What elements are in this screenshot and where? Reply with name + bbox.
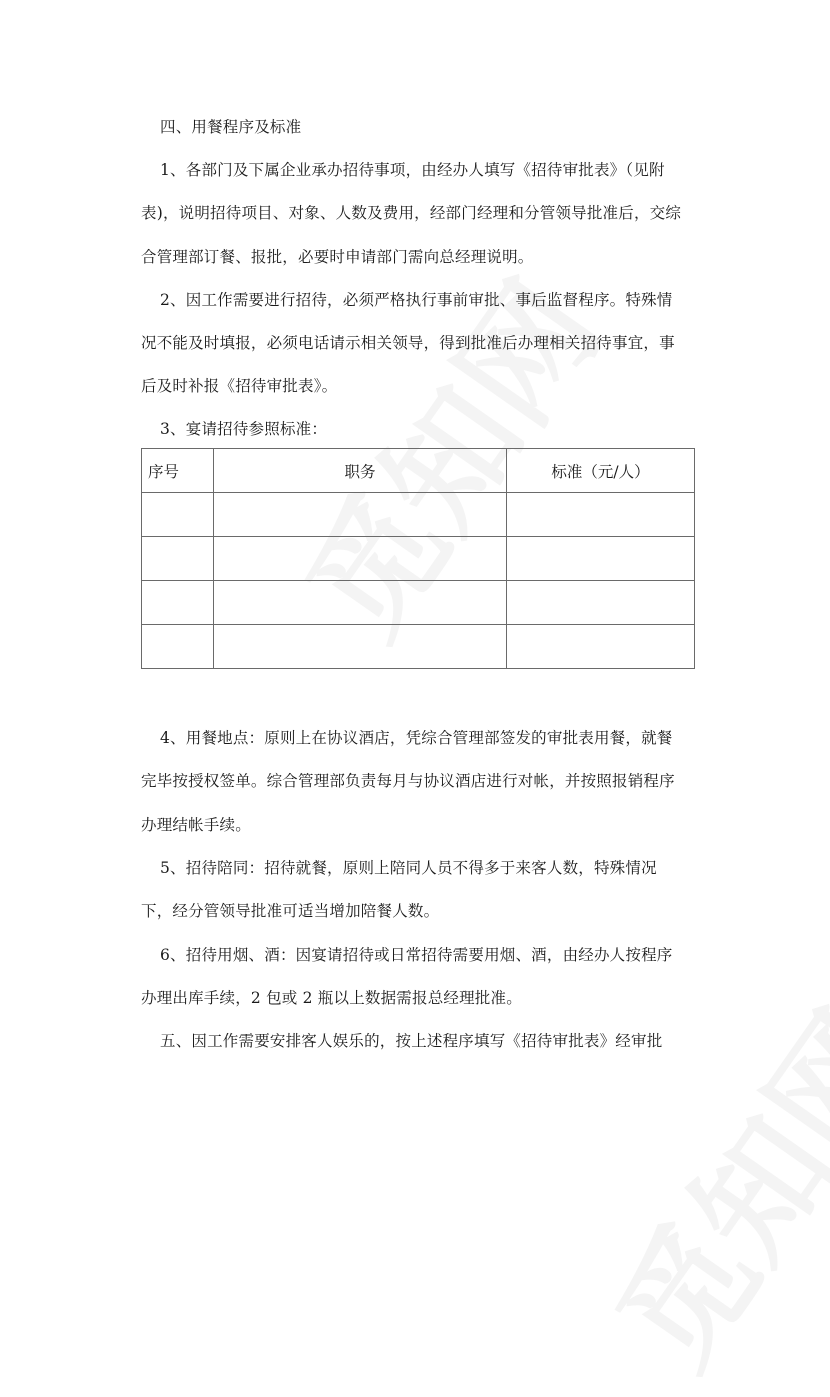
table-row [142,581,695,625]
paragraph-line: 3、宴请招待参照标准： [160,420,328,438]
table-cell [507,537,695,581]
paragraph-line: 表)，说明招待项目、对象、人数及费用，经部门经理和分管领导批准后，交综 [141,204,682,222]
paragraph-line: 后及时补报《招待审批表》。 [141,377,338,395]
table-row [142,625,695,669]
section-heading: 五、因工作需要安排客人娱乐的，按上述程序填写《招待审批表》经审批 [160,1032,663,1050]
paragraph-line: 下，经分管领导批准可适当增加陪餐人数。 [141,902,440,920]
table-cell [142,537,214,581]
table-cell [214,493,507,537]
header-cell-number: 序号 [142,449,214,493]
table-cell [507,625,695,669]
standards-table [141,448,695,669]
table-cell [214,537,507,581]
paragraph-line: 1、各部门及下属企业承办招待事项，由经办人填写《招待审批表》（见附 [160,161,665,179]
table-row [142,493,695,537]
paragraph-line: 况不能及时填报，必须电话请示相关领导，得到批准后办理相关招待事宜，事 [141,334,675,352]
table-header-row [142,449,695,493]
table-cell [142,625,214,669]
table-cell [507,493,695,537]
section-heading: 四、用餐程序及标准 [160,118,302,136]
paragraph-line: 完毕按授权签单。综合管理部负责每月与协议酒店进行对帐，并按照报销程序 [141,772,675,790]
paragraph-line: 合管理部订餐、报批，必要时申请部门需向总经理说明。 [141,248,534,266]
table-row [142,537,695,581]
table-cell [142,581,214,625]
paragraph-line: 6、招待用烟、酒：因宴请招待或日常招待需要用烟、酒，由经办人按程序 [160,946,673,964]
header-cell-position: 职务 [214,449,507,493]
table-cell [214,581,507,625]
paragraph-line: 5、招待陪同：招待就餐，原则上陪同人员不得多于来客人数，特殊情况 [160,859,657,877]
header-cell-standard: 标准（元/人） [507,449,695,493]
table-cell [507,581,695,625]
paragraph-line: 办理结帐手续。 [141,816,251,834]
paragraph-line: 4、用餐地点：原则上在协议酒店，凭综合管理部签发的审批表用餐，就餐 [160,729,673,747]
table-cell [214,625,507,669]
paragraph-line: 办理出库手续，2 包或 2 瓶以上数据需报总经理批准。 [141,989,522,1007]
table-cell [142,493,214,537]
paragraph-line: 2、因工作需要进行招待，必须严格执行事前审批、事后监督程序。特殊情 [160,291,673,309]
